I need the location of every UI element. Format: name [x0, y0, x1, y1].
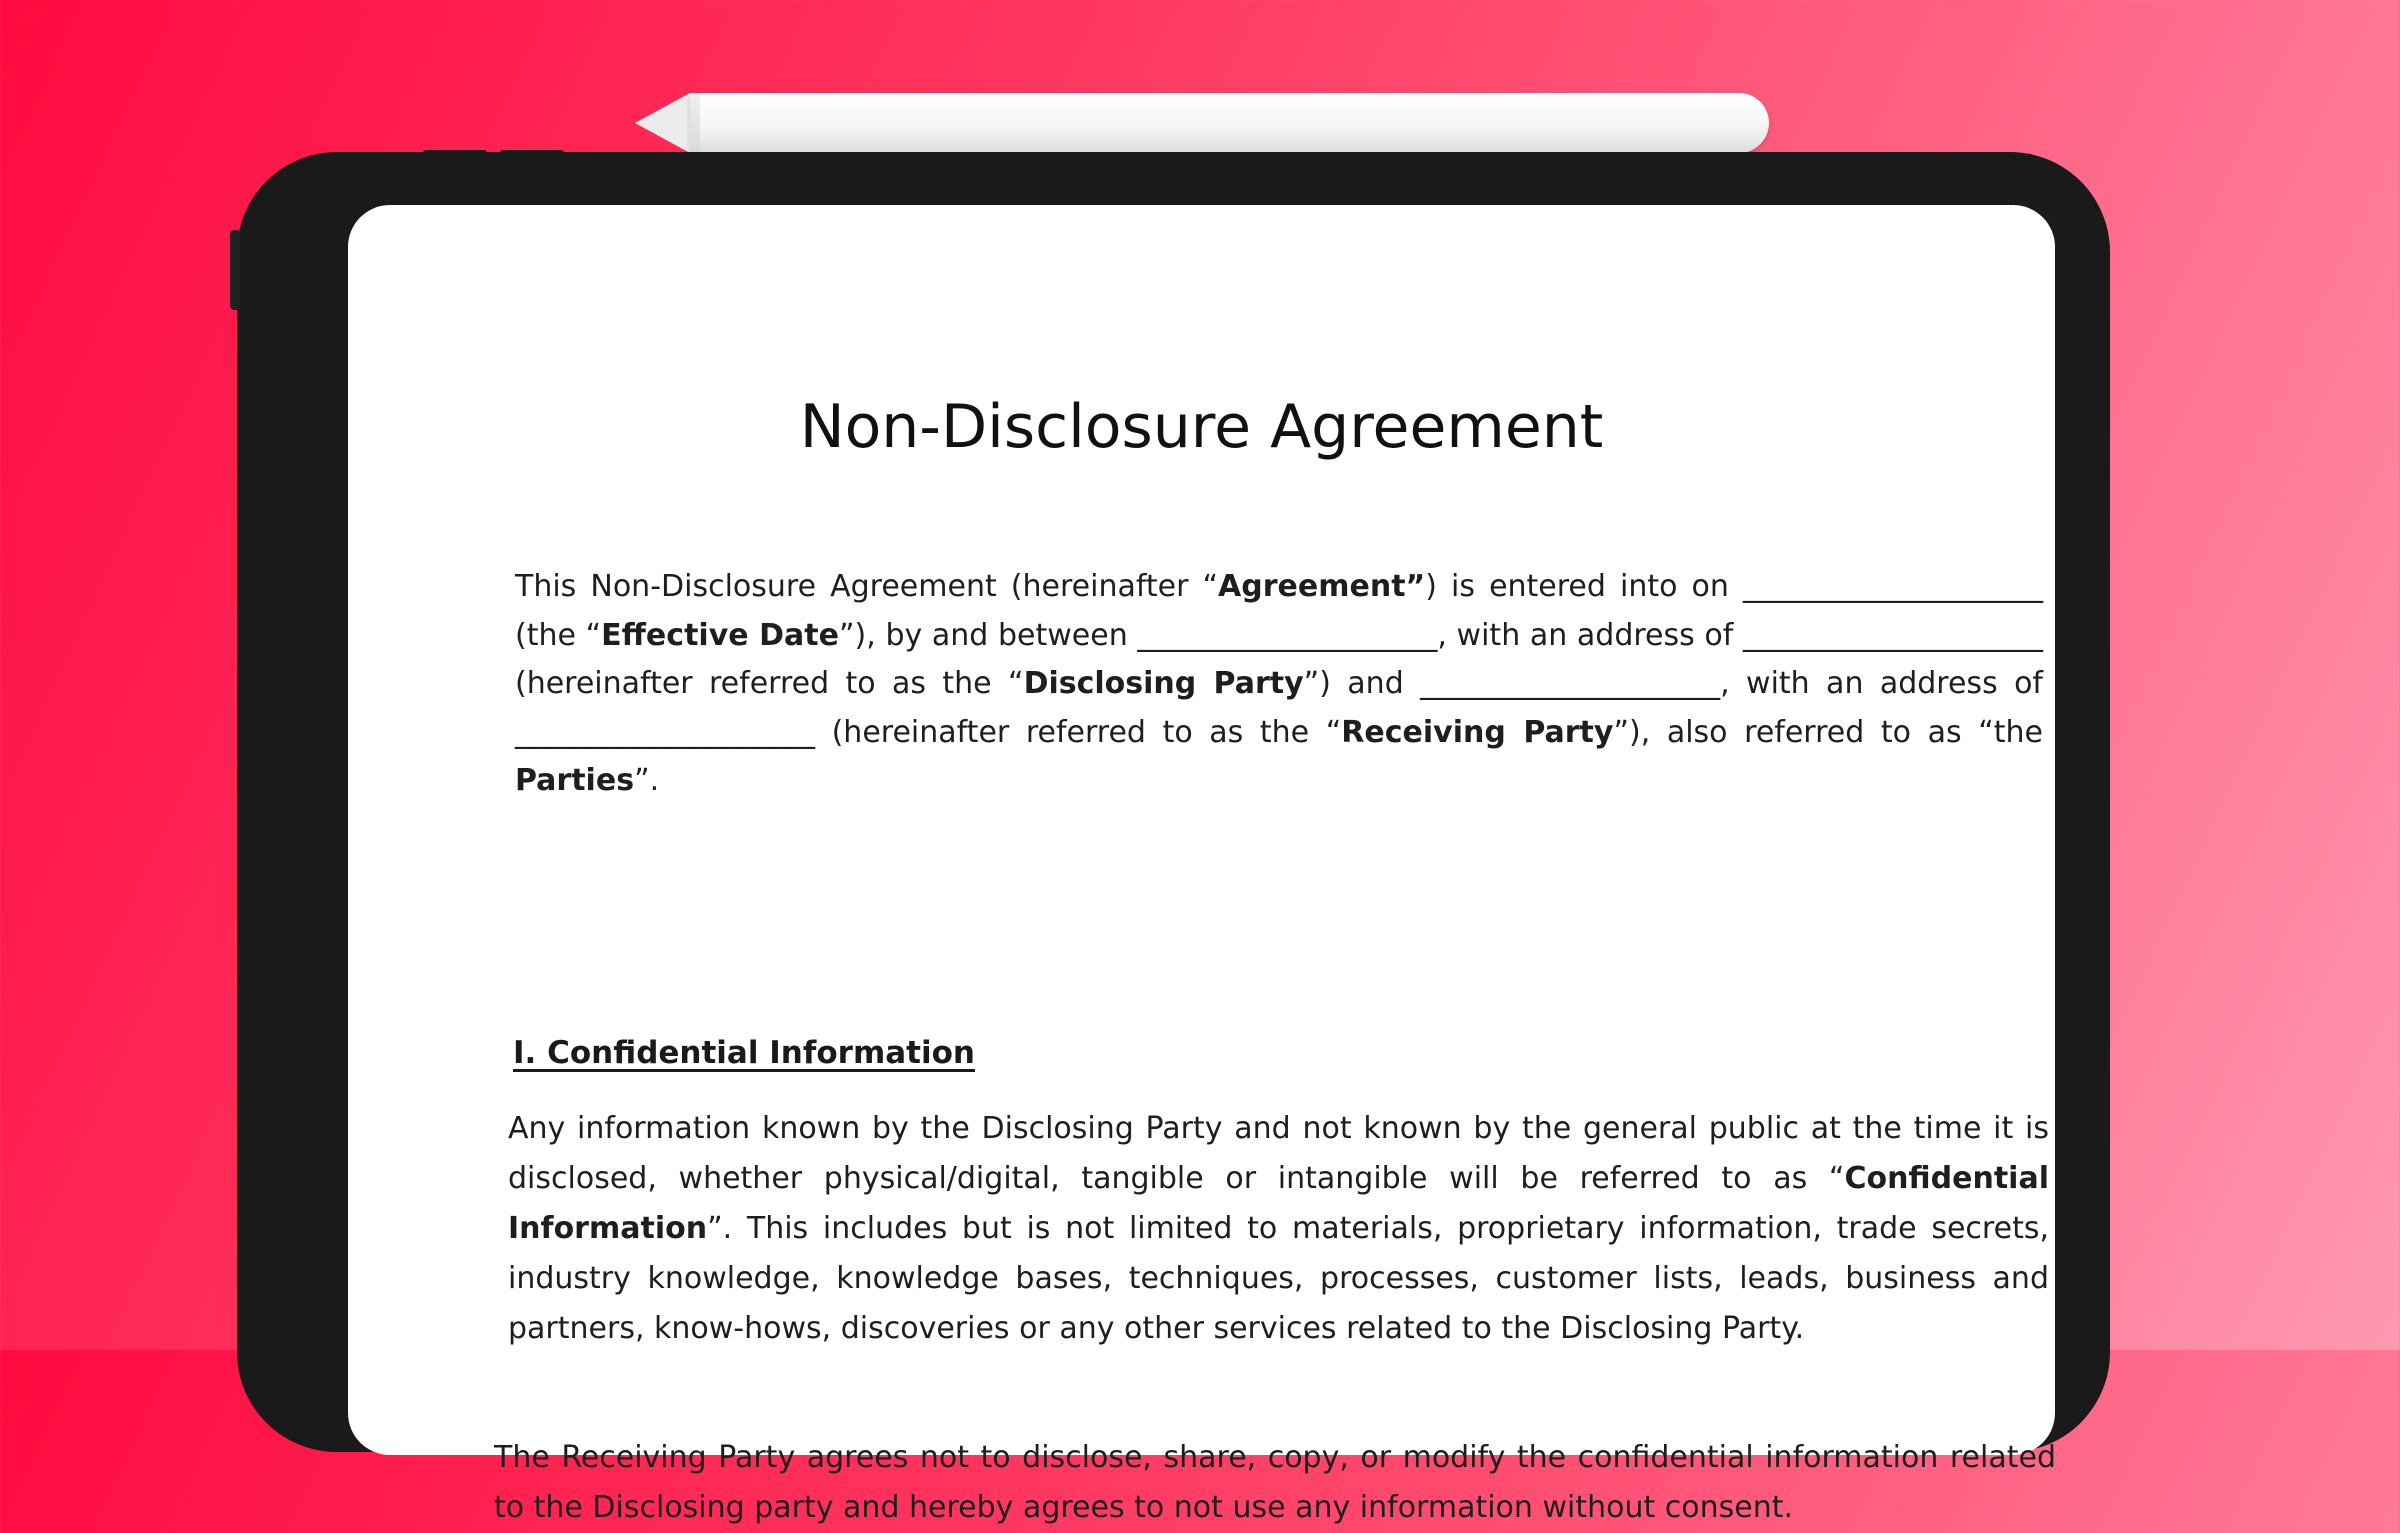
- intro-text-4: ”) and ____________________, with an address of ____________________ (hereinafter referred to as the “: [515, 666, 2043, 750]
- volume-button: [423, 150, 487, 156]
- intro-text-3: ”), by and between ____________________, with an address of ____________________ (hereinafter referred to as the “: [515, 617, 2044, 701]
- intro-bold-disclosing-party: Disclosing Party: [1023, 666, 1304, 701]
- stylus: [635, 93, 1769, 153]
- intro-bold-agreement: Agreement”: [1218, 569, 1426, 604]
- confidential-info-paragraph: [508, 1104, 2049, 1354]
- intro-text-5: ”), also referred to as “the: [1613, 714, 2043, 750]
- intro-paragraph: [515, 563, 2043, 806]
- intro-bold-receiving-party: Receiving Party: [1341, 714, 1614, 750]
- intro-bold-parties: Parties: [515, 763, 635, 798]
- intro-bold-effective-date: Effective Date: [601, 617, 839, 653]
- stylus-tip: [635, 93, 690, 153]
- section-heading-confidential-information: I. Confidential Information: [513, 1035, 975, 1071]
- intro-text-1: This Non-Disclosure Agreement (hereinafter “: [515, 569, 1219, 604]
- stylus-body: [690, 93, 1769, 153]
- receiving-party-paragraph: The Receiving Party agrees not to disclose, share, copy, or modify the confidential information related to the Disclosing party and hereby agrees to not use any information without consent.: [494, 1440, 2056, 1525]
- para1-text-2: ”. This includes but is not limited to materials, proprietary information, trade secrets, industry knowledge, knowledge bases, techniques, processes, customer lists, leads, business and partners, know-hows, discoveries or any other services related to the Disclosing Party.: [508, 1211, 2049, 1346]
- intro-text-6: ”.: [634, 763, 660, 798]
- para1-bold-confidential-information: Confidential Information: [508, 1161, 2049, 1246]
- para1-text-1: Any information known by the Disclosing Party and not known by the general public at the time it is disclosed, whether physical/digital, tangible or intangible will be referred to as “: [508, 1111, 2049, 1196]
- document-title: Non-Disclosure Agreement: [799, 392, 1604, 462]
- stylus-band: [690, 93, 700, 153]
- tablet-screen: [348, 205, 2056, 1525]
- volume-button-2: [500, 150, 564, 156]
- intro-text-2: ) is entered into on ____________________ (the “: [515, 569, 2043, 653]
- document-page: [348, 205, 2056, 1525]
- side-button: [230, 230, 240, 310]
